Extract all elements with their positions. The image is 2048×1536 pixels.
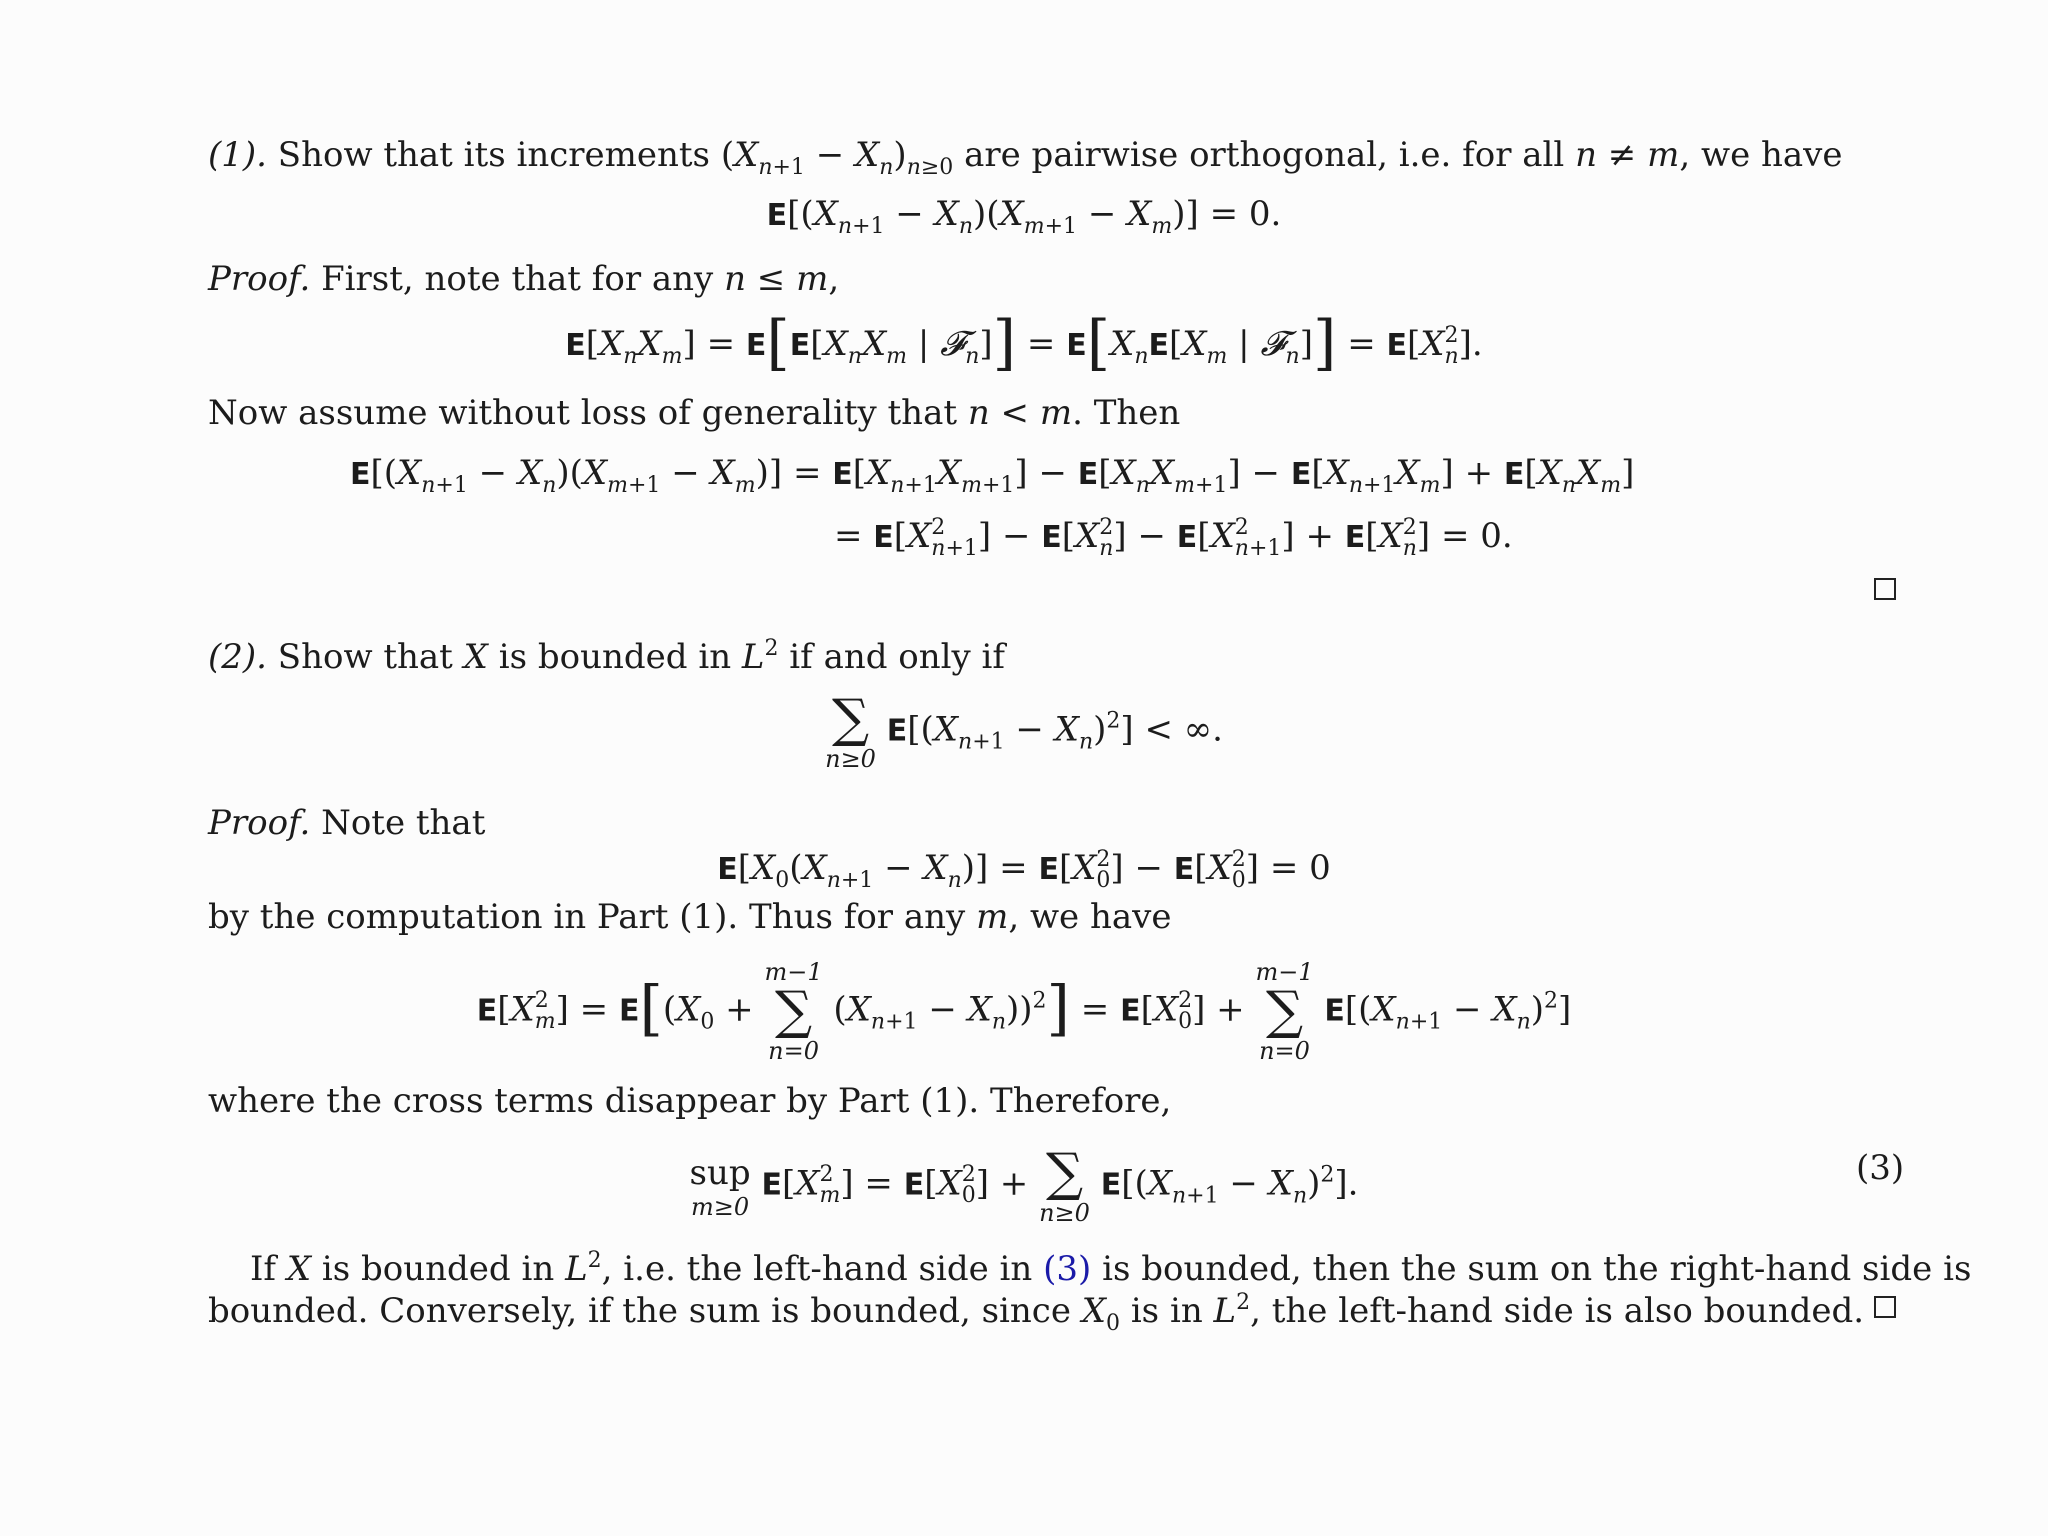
qed-box-2 <box>1874 1296 1896 1318</box>
part2-proof-intro: Proof. Note that <box>208 803 486 843</box>
part1-label: (1). <box>208 135 267 175</box>
equation-reference-link[interactable]: (3) <box>1043 1249 1092 1289</box>
part2-final-line1: If X is bounded in $L^2$, i.e. the left-hand side in (3) is bounded, then the sum on the right-hand side is <box>250 1248 1972 1289</box>
equation-tower: $E[X_nX_m] = E[E[X_nX_m$ | 𝓕$_n$]] = $E[X_nE[X_m$ | 𝓕$_n$]] = E[X 2 n ]. <box>565 308 1483 378</box>
part2-statement: (2). Show that X is bounded in $L^2$ if and only if <box>208 636 1006 677</box>
part2-by-computation: by the computation in Part (1). Thus for any m, we have <box>208 897 1172 937</box>
part2-final-line2: bounded. Conversely, if the sum is bounded, since $X_0$ is in $L^2$, the left-hand side is also bounded. <box>208 1290 1865 1336</box>
equation-expand-line1: $E[(X_{n+1} - X_n)(X_{m+1} - X_m)] = E[X_{n+1}X_{m+1}] - E[X_nX_{m+1}] - E[X_{n+1}X_m] + E[X_nX_m]$ <box>350 453 1635 498</box>
part1-proof-intro: Proof. First, note that for any n ≤ m, <box>208 259 840 299</box>
qed-box-1 <box>1874 578 1896 600</box>
equation-second-moment: E[X 2 m ] = $E[(X_0$ + m−1 ∑ n=0 $(X_{n+1} - X_n))^2] = E[X$ 2 0 ] + m−1 ∑ n=0 $E[(X_{n+1} - X_n)^2]$ <box>476 958 1572 1065</box>
proof-label: Proof. <box>208 259 311 299</box>
proof-label-2: Proof. <box>208 803 311 843</box>
part1-statement: (1). Show that its increments $(X_{n+1} - X_n)_{n\ge 0}$ are pairwise orthogonal, i.e. for all n ≠ m, we have <box>208 135 1843 180</box>
equation-x0-orthogonal: $E[X_0(X_{n+1} - X_n)] = E[X$ 2 0 ] − E[X 2 0 ] = 0 <box>717 847 1331 893</box>
equation-number-3: (3) <box>1856 1148 1905 1188</box>
equation-expand-line2: = E[X 2 n+1 ] − E[X 2 n ] − E[X 2 n+1 ] + E[X 2 n ] = 0. <box>834 515 1513 561</box>
equation-orthogonality: $E[(X_{n+1} - X_n)(X_{m+1} - X_m)] = 0$. <box>766 194 1282 239</box>
part2-label: (2). <box>208 637 267 677</box>
equation-sum-condition: ∑ n≥0 $E[(X_{n+1} - X_n)^2]$ < ∞. <box>825 689 1223 773</box>
part1-assume: Now assume without loss of generality that n < m. Then <box>208 393 1181 433</box>
part2-cross-terms: where the cross terms disappear by Part (1). Therefore, <box>208 1081 1172 1121</box>
equation-3: sup m≥0 E[X 2 m ] = E[X 2 0 ] + ∑ n≥0 $E[(X_{n+1} - X_n)^2]$. <box>689 1143 1359 1227</box>
